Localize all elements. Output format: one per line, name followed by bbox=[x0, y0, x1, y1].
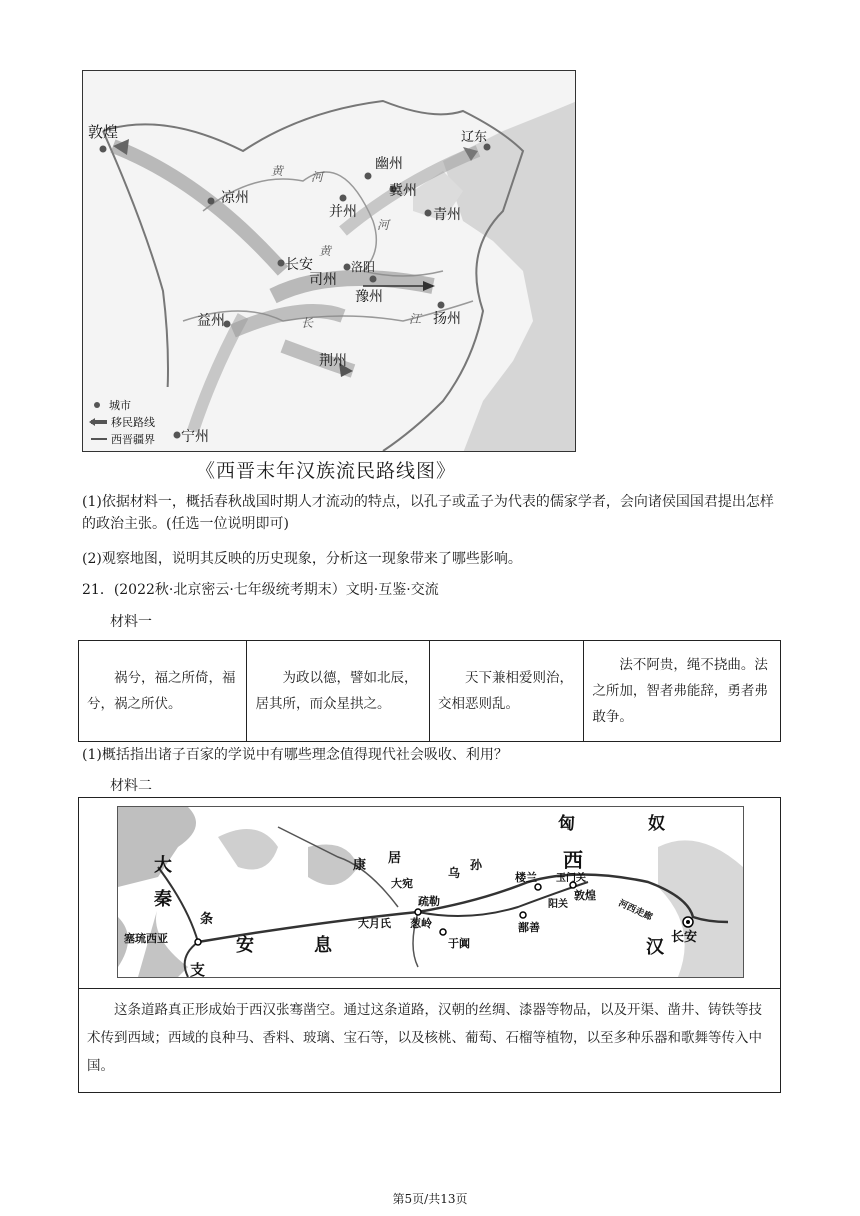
material-2-box bbox=[78, 797, 781, 1093]
material-2-text: 这条道路真正形成始于西汉张骞凿空。通过这条道路，汉朝的丝绸、漆器等物品，以及开渠、凿井、铸铁等技术传到西域；西域的良种马、香料、玻璃、宝石等，以及核桃、葡萄、石榴等植物，以至多种乐器和歌舞等传入中国。 bbox=[87, 1002, 762, 1074]
svg-text:益州: 益州 bbox=[197, 313, 225, 329]
page-footer: 第5页/共13页 bbox=[392, 1192, 468, 1206]
table-cell: 法不阿贵，绳不挠曲。法之所加，智者弗能辞，勇者弗敢争。 bbox=[584, 641, 781, 742]
svg-text:大宛: 大宛 bbox=[391, 877, 413, 890]
table-cell: 为政以德，譬如北辰，居其所，而众星拱之。 bbox=[247, 641, 430, 742]
svg-text:疏勒: 疏勒 bbox=[418, 895, 440, 908]
svg-text:楼兰: 楼兰 bbox=[515, 871, 537, 884]
western-jin-migration-map bbox=[82, 70, 576, 452]
svg-text:大月氏: 大月氏 bbox=[358, 917, 391, 930]
silk-road-map bbox=[117, 806, 744, 978]
svg-text:豫州: 豫州 bbox=[355, 289, 383, 305]
svg-text:城市: 城市 bbox=[109, 399, 131, 412]
city-label: 敦煌 bbox=[88, 123, 119, 141]
svg-text:大: 大 bbox=[154, 855, 172, 876]
svg-text:荆州: 荆州 bbox=[319, 353, 347, 369]
svg-text:塞琉西亚: 塞琉西亚 bbox=[124, 932, 168, 945]
svg-text:河西走廊: 河西走廊 bbox=[616, 898, 654, 923]
svg-text:司州: 司州 bbox=[309, 272, 337, 288]
svg-text:宁州: 宁州 bbox=[181, 429, 209, 445]
svg-text:冀州: 冀州 bbox=[389, 183, 417, 199]
svg-text:洛阳: 洛阳 bbox=[351, 260, 376, 274]
svg-text:长安: 长安 bbox=[671, 930, 698, 945]
svg-text:幽州: 幽州 bbox=[375, 156, 403, 172]
quotes-table bbox=[78, 640, 781, 742]
material-1-label: 材料一 bbox=[110, 614, 152, 630]
svg-text:黄: 黄 bbox=[319, 244, 332, 258]
question-2: (2)观察地图，说明其反映的历史现象，分析这一现象带来了哪些影响。 bbox=[82, 551, 522, 567]
material-2-label: 材料二 bbox=[110, 778, 152, 794]
svg-text:河: 河 bbox=[377, 218, 390, 232]
svg-text:长: 长 bbox=[301, 316, 314, 330]
svg-text:支: 支 bbox=[190, 961, 206, 977]
question-21-header: 21．(2022秋·北京密云·七年级统考期末）文明·互鉴·交流 bbox=[82, 582, 439, 598]
svg-text:奴: 奴 bbox=[648, 814, 665, 834]
svg-text:条: 条 bbox=[200, 912, 214, 927]
svg-text:凉州: 凉州 bbox=[221, 190, 249, 206]
svg-text:敦煌: 敦煌 bbox=[574, 889, 596, 902]
svg-text:居: 居 bbox=[388, 851, 402, 866]
svg-text:葱岭: 葱岭 bbox=[410, 917, 432, 930]
svg-text:息: 息 bbox=[314, 935, 332, 956]
svg-text:青州: 青州 bbox=[433, 207, 461, 223]
svg-text:乌: 乌 bbox=[448, 866, 461, 880]
question-1: (1)依据材料一，概括春秋战国时期人才流动的特点，以孔子或孟子为代表的儒家学者，会向诸侯国国君提出怎样的政治主张。(任选一位说明即可) bbox=[82, 494, 774, 532]
svg-text:河: 河 bbox=[311, 170, 324, 184]
svg-text:长安: 长安 bbox=[285, 257, 313, 273]
table-cell: 天下兼相爱则治，交相恶则乱。 bbox=[429, 641, 583, 742]
svg-text:扬州: 扬州 bbox=[433, 311, 461, 327]
table-cell: 祸兮，福之所倚，福兮，祸之所伏。 bbox=[79, 641, 247, 742]
svg-text:安: 安 bbox=[236, 935, 254, 956]
map-caption: 《西晋末年汉族流民路线图》 bbox=[196, 460, 457, 482]
svg-text:西: 西 bbox=[563, 848, 583, 872]
svg-text:孙: 孙 bbox=[470, 858, 483, 872]
svg-text:阳关: 阳关 bbox=[548, 899, 568, 910]
svg-text:移民路线: 移民路线 bbox=[111, 416, 155, 429]
svg-text:黄: 黄 bbox=[271, 164, 284, 178]
svg-text:辽东: 辽东 bbox=[461, 130, 488, 145]
svg-text:鄯善: 鄯善 bbox=[518, 921, 540, 934]
svg-text:于阗: 于阗 bbox=[448, 937, 470, 950]
svg-text:康: 康 bbox=[353, 858, 367, 873]
svg-text:并州: 并州 bbox=[329, 204, 357, 220]
svg-text:秦: 秦 bbox=[154, 889, 172, 910]
svg-text:江: 江 bbox=[409, 312, 422, 326]
svg-text:汉: 汉 bbox=[646, 937, 664, 958]
question-21-1: (1)概括指出诸子百家的学说中有哪些理念值得现代社会吸收、利用？ bbox=[82, 747, 508, 763]
svg-text:西晋疆界: 西晋疆界 bbox=[111, 433, 155, 446]
svg-text:匈: 匈 bbox=[558, 814, 575, 834]
svg-text:玉门关: 玉门关 bbox=[556, 873, 586, 884]
